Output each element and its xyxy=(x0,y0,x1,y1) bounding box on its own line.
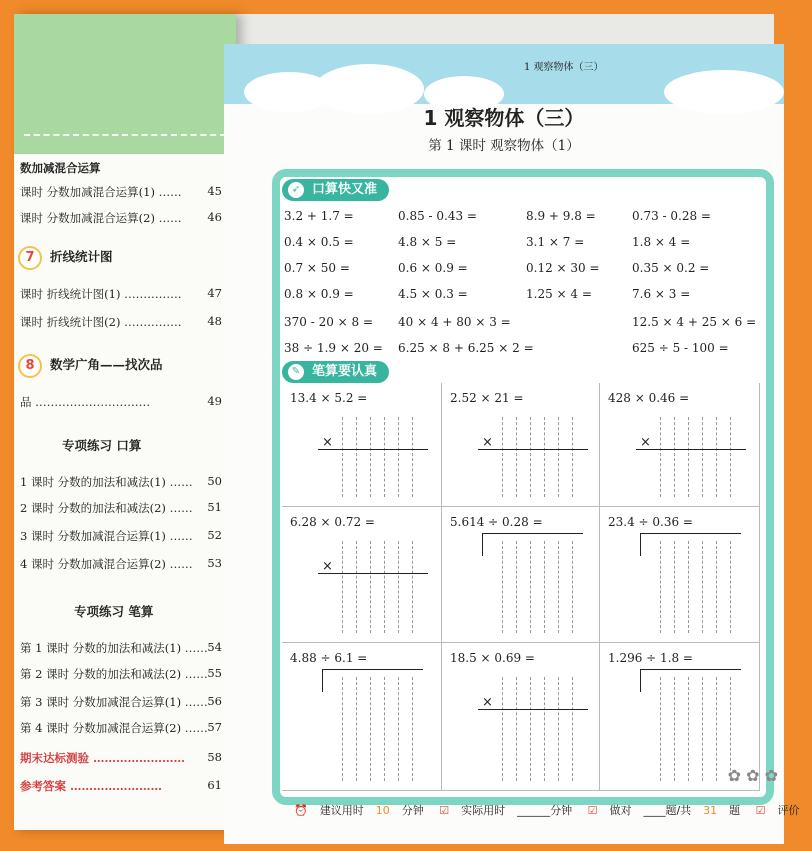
written-problem: 428 × 0.46 = xyxy=(608,391,690,405)
oral-problem: 0.8 × 0.9 = xyxy=(284,287,354,301)
photo-frame xyxy=(14,14,800,830)
section-oral-badge: ➶ 口算快又准 xyxy=(282,179,389,201)
written-problem: 4.88 ÷ 6.1 = xyxy=(290,651,368,665)
guide-lines xyxy=(342,541,422,633)
oral-problem: 0.35 × 0.2 = xyxy=(632,261,710,275)
special-practice-oral[interactable]: 专项练习 口算 xyxy=(62,438,142,453)
toc-item-answers[interactable]: 参考答案 …………………… 61 xyxy=(20,778,222,793)
oral-problem: 0.6 × 0.9 = xyxy=(398,261,468,275)
check-icon: ☑ xyxy=(587,804,598,817)
check-icon: ☑ xyxy=(439,804,450,817)
oral-problem: 1.8 × 4 = xyxy=(632,235,691,249)
toc-item-final-test[interactable]: 期末达标测验 …………………… 58 xyxy=(20,750,222,765)
answer-line xyxy=(318,573,428,574)
time-footer: ⏰ 建议用时 10 分钟 ☑ 实际用时 ______分钟 ☑ 做对 ____题/共 31 题 ☑ 评价 xyxy=(294,804,800,817)
multiply-symbol: × xyxy=(482,695,493,710)
oral-problem: 8.9 + 9.8 = xyxy=(526,209,596,223)
rating-medals[interactable]: ✿ ✿ ✿ xyxy=(727,766,778,785)
alarm-clock-icon: ⏰ xyxy=(294,804,308,817)
guide-lines xyxy=(342,417,422,497)
toc-page xyxy=(14,14,236,830)
long-division-bracket xyxy=(640,669,741,692)
toc-item[interactable]: 品 ………………………… 49 xyxy=(20,394,222,409)
toc-item[interactable]: 第 2 课时 分数的加法和减法(2) …… 55 xyxy=(20,666,222,681)
oral-problem: 0.7 × 50 = xyxy=(284,261,350,275)
toc-item[interactable]: 课时 分数加减混合运算(2) …… 46 xyxy=(20,210,222,225)
toc-item[interactable]: 3 课时 分数加减混合运算(1) …… 52 xyxy=(20,528,222,543)
toc-header-band xyxy=(14,14,236,154)
oral-problem: 38 ÷ 1.9 × 20 = xyxy=(284,341,383,355)
oral-problem: 6.25 × 8 + 6.25 × 2 = xyxy=(398,341,534,355)
written-problem-cell[interactable] xyxy=(282,507,442,643)
oral-problem: 3.2 + 1.7 = xyxy=(284,209,354,223)
lesson-title: 第 1 课时 观察物体（1） xyxy=(428,138,580,154)
written-problem: 18.5 × 0.69 = xyxy=(450,651,535,665)
answer-line xyxy=(318,449,428,450)
written-problem-cell[interactable] xyxy=(600,383,760,507)
written-problem: 6.28 × 0.72 = xyxy=(290,515,375,529)
check-icon: ☑ xyxy=(755,804,766,817)
written-problem-cell[interactable] xyxy=(442,507,600,643)
oral-problem: 0.73 - 0.28 = xyxy=(632,209,711,223)
answer-line xyxy=(478,709,588,710)
multiply-symbol: × xyxy=(322,435,333,450)
oral-problem: 625 ÷ 5 - 100 = xyxy=(632,341,729,355)
toc-item[interactable]: 课时 折线统计图(1) …………… 47 xyxy=(20,286,222,301)
guide-lines xyxy=(342,677,422,781)
oral-problem: 0.85 - 0.43 = xyxy=(398,209,477,223)
oral-problem: 7.6 × 3 = xyxy=(632,287,691,301)
rocket-icon: ➶ xyxy=(288,182,304,198)
toc-item[interactable]: 第 1 课时 分数的加法和减法(1) …… 54 xyxy=(20,640,222,655)
multiply-symbol: × xyxy=(322,559,333,574)
answer-line xyxy=(478,449,588,450)
toc-item[interactable]: 第 3 课时 分数加减混合运算(1) …… 56 xyxy=(20,694,222,709)
oral-problem: 1.25 × 4 = xyxy=(526,287,592,301)
oral-problem: 4.5 × 0.3 = xyxy=(398,287,468,301)
long-division-bracket xyxy=(322,669,423,692)
toc-item[interactable]: 2 课时 分数的加法和减法(2) …… 51 xyxy=(20,500,222,515)
special-practice-written[interactable]: 专项练习 笔算 xyxy=(74,604,154,619)
written-problem-cell[interactable] xyxy=(282,643,442,791)
exercise-page xyxy=(224,44,800,844)
chapter-8-heading[interactable]: 8 数学广角——找次品 xyxy=(18,354,163,378)
toc-item[interactable]: 课时 分数加减混合运算(1) …… 45 xyxy=(20,184,222,199)
answer-line xyxy=(636,449,746,450)
guide-lines xyxy=(660,417,740,497)
toc-item[interactable]: 第 4 课时 分数加减混合运算(2) …… 57 xyxy=(20,720,222,735)
written-problem: 1.296 ÷ 1.8 = xyxy=(608,651,693,665)
running-header: 1 观察物体（三） xyxy=(524,62,604,73)
toc-item[interactable]: 课时 折线统计图(2) …………… 48 xyxy=(20,314,222,329)
written-problem-cell[interactable] xyxy=(282,383,442,507)
multiply-symbol: × xyxy=(640,435,651,450)
written-problem: 2.52 × 21 = xyxy=(450,391,524,405)
toc-item[interactable]: 1 课时 分数的加法和减法(1) …… 50 xyxy=(20,474,222,489)
pencil-icon: ✎ xyxy=(288,364,304,380)
oral-problem: 12.5 × 4 + 25 × 6 = xyxy=(632,315,757,329)
written-problem: 5.614 ÷ 0.28 = xyxy=(450,515,543,529)
guide-lines xyxy=(502,417,582,497)
chapter-7-heading[interactable]: 7 折线统计图 xyxy=(18,246,113,270)
guide-lines xyxy=(502,677,582,781)
long-division-bracket xyxy=(640,533,741,556)
oral-problem: 0.4 × 0.5 = xyxy=(284,235,354,249)
written-problem-cell[interactable] xyxy=(442,383,600,507)
section-written-badge: ✎ 笔算要认真 xyxy=(282,361,389,383)
oral-problem: 3.1 × 7 = xyxy=(526,235,585,249)
page-title: 1 观察物体（三） xyxy=(423,106,585,130)
toc-item[interactable]: 数加减混合运算 xyxy=(20,161,101,175)
oral-problem: 0.12 × 30 = xyxy=(526,261,600,275)
toc-item[interactable]: 4 课时 分数加减混合运算(2) …… 53 xyxy=(20,556,222,571)
oral-problem: 4.8 × 5 = xyxy=(398,235,457,249)
oral-problem: 370 - 20 × 8 = xyxy=(284,315,374,329)
long-division-bracket xyxy=(482,533,583,556)
written-problem-cell[interactable] xyxy=(600,507,760,643)
written-problems-grid xyxy=(282,383,764,795)
written-problem: 13.4 × 5.2 = xyxy=(290,391,368,405)
written-problem-cell[interactable] xyxy=(442,643,600,791)
written-problem: 23.4 ÷ 0.36 = xyxy=(608,515,693,529)
sky-banner xyxy=(224,44,784,104)
oral-problem: 40 × 4 + 80 × 3 = xyxy=(398,315,511,329)
exercise-board xyxy=(272,169,774,805)
multiply-symbol: × xyxy=(482,435,493,450)
